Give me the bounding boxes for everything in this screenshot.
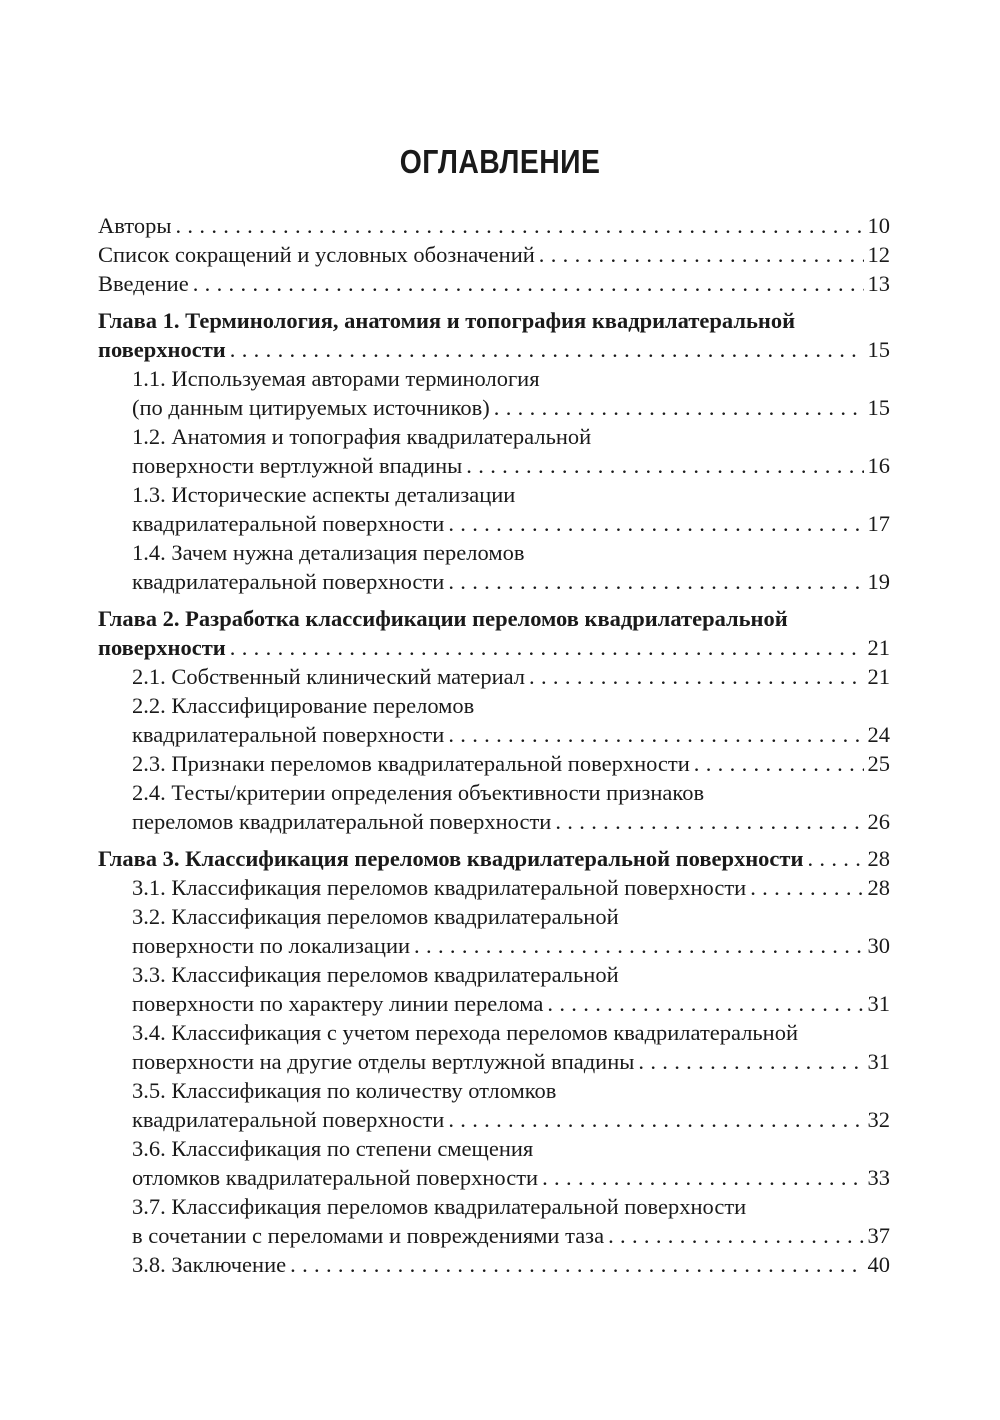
toc-line xyxy=(98,538,890,567)
toc-entry-title: поверхности вертлужной впадины xyxy=(132,453,463,478)
table-of-contents xyxy=(98,211,890,1279)
toc-entry-title: поверхности xyxy=(98,337,226,362)
dot-leader xyxy=(448,1105,863,1134)
toc-entry xyxy=(98,960,890,1018)
toc-entry-title: поверхности xyxy=(98,635,226,660)
toc-chapter-entry xyxy=(98,604,890,662)
toc-page-number: 28 xyxy=(867,875,890,900)
toc-line xyxy=(98,451,890,480)
toc-entry-title: 3.8. Заключение xyxy=(132,1252,287,1277)
toc-page-number: 32 xyxy=(867,1107,890,1132)
dot-leader xyxy=(547,989,863,1018)
toc-entry-title: Глава 1. Терминология, анатомия и топография квадрилатеральной xyxy=(98,308,796,333)
toc-entry-title: Введение xyxy=(98,271,189,296)
dot-leader xyxy=(494,393,864,422)
dot-leader xyxy=(448,567,863,596)
toc-page-number: 13 xyxy=(867,271,890,296)
toc-entry-title: 2.2. Классифицирование переломов xyxy=(132,693,475,718)
toc-page-number: 21 xyxy=(867,635,890,660)
toc-entry xyxy=(98,1076,890,1134)
dot-leader xyxy=(414,931,863,960)
toc-page-number: 17 xyxy=(867,511,890,536)
dot-leader xyxy=(230,633,864,662)
toc-line xyxy=(98,269,890,298)
toc-entry-title: 3.3. Классификация переломов квадрилатеральной xyxy=(132,962,619,987)
toc-chapter-entry xyxy=(98,306,890,364)
toc-line xyxy=(98,902,890,931)
toc-entry-title: Список сокращений и условных обозначений xyxy=(98,242,535,267)
toc-entry xyxy=(98,240,890,269)
toc-entry-title: 1.1. Используемая авторами терминология xyxy=(132,366,540,391)
toc-entry xyxy=(98,269,890,298)
toc-entry-title: отломков квадрилатеральной поверхности xyxy=(132,1165,539,1190)
toc-entry xyxy=(98,538,890,596)
toc-entry-title: 1.3. Исторические аспекты детализации xyxy=(132,482,516,507)
toc-entry-title: 1.2. Анатомия и топография квадрилатеральной xyxy=(132,424,592,449)
toc-entry-title: 2.3. Признаки переломов квадрилатеральной поверхности xyxy=(132,751,690,776)
toc-entry-title: Глава 2. Разработка классификации переломов квадрилатеральной xyxy=(98,606,788,631)
toc-entry-title: 3.2. Классификация переломов квадрилатеральной xyxy=(132,904,619,929)
toc-entry-title: 3.4. Классификация с учетом перехода переломов квадрилатеральной xyxy=(132,1020,799,1045)
toc-entry xyxy=(98,778,890,836)
toc-line xyxy=(98,1134,890,1163)
toc-entry xyxy=(98,480,890,538)
dot-leader xyxy=(750,873,863,902)
dot-leader xyxy=(694,749,864,778)
toc-page-number: 12 xyxy=(867,242,890,267)
toc-entry-title: 2.4. Тесты/критерии определения объективности признаков xyxy=(132,780,705,805)
toc-entry-title: (по данным цитируемых источников) xyxy=(132,395,490,420)
dot-leader xyxy=(175,211,863,240)
dot-leader xyxy=(290,1250,863,1279)
dot-leader xyxy=(448,509,863,538)
toc-line xyxy=(98,691,890,720)
toc-page-number: 25 xyxy=(867,751,890,776)
toc-line xyxy=(98,844,890,873)
toc-page-number: 15 xyxy=(867,337,890,362)
toc-entry-title: 3.7. Классификация переломов квадрилатеральной поверхности xyxy=(132,1194,747,1219)
dot-leader xyxy=(466,451,863,480)
toc-line xyxy=(98,211,890,240)
toc-line xyxy=(98,567,890,596)
toc-page-number: 26 xyxy=(867,809,890,834)
toc-entry xyxy=(98,691,890,749)
toc-line xyxy=(98,306,890,335)
toc-entry-title: поверхности на другие отделы вертлужной впадины xyxy=(132,1049,635,1074)
toc-entry-title: 2.1. Собственный клинический материал xyxy=(132,664,526,689)
dot-leader xyxy=(448,720,863,749)
toc-line xyxy=(98,1018,890,1047)
toc-entry xyxy=(98,211,890,240)
toc-entry-title: Авторы xyxy=(98,213,172,238)
toc-line xyxy=(98,873,890,902)
toc-page-number: 33 xyxy=(867,1165,890,1190)
toc-page-number: 40 xyxy=(867,1252,890,1277)
toc-line xyxy=(98,989,890,1018)
toc-entry xyxy=(98,1018,890,1076)
toc-entry-title: поверхности по локализации xyxy=(132,933,411,958)
toc-line xyxy=(98,1105,890,1134)
toc-entry-title: в сочетании с переломами и повреждениями таза xyxy=(132,1223,605,1248)
toc-line xyxy=(98,633,890,662)
toc-entry-title: поверхности по характеру линии перелома xyxy=(132,991,544,1016)
toc-line xyxy=(98,1221,890,1250)
toc-page-number: 31 xyxy=(867,991,890,1016)
toc-line xyxy=(98,960,890,989)
toc-line xyxy=(98,1163,890,1192)
toc-line xyxy=(98,480,890,509)
toc-line xyxy=(98,1250,890,1279)
toc-entry xyxy=(98,662,890,691)
toc-entry xyxy=(98,1134,890,1192)
toc-line xyxy=(98,1192,890,1221)
dot-leader xyxy=(555,807,863,836)
toc-page-number: 28 xyxy=(867,846,890,871)
toc-line xyxy=(98,335,890,364)
toc-line xyxy=(98,931,890,960)
toc-line xyxy=(98,807,890,836)
toc-page-number: 37 xyxy=(867,1223,890,1248)
toc-page-number: 16 xyxy=(867,453,890,478)
toc-entry xyxy=(98,422,890,480)
toc-page-number: 21 xyxy=(867,664,890,689)
toc-line xyxy=(98,1076,890,1105)
toc-page-number: 15 xyxy=(867,395,890,420)
toc-page-number: 31 xyxy=(867,1049,890,1074)
dot-leader xyxy=(542,1163,863,1192)
toc-page-number: 19 xyxy=(867,569,890,594)
toc-entry-title: переломов квадрилатеральной поверхности xyxy=(132,809,552,834)
toc-entry-title: 3.6. Классификация по степени смещения xyxy=(132,1136,534,1161)
toc-entry-title: 3.1. Классификация переломов квадрилатеральной поверхности xyxy=(132,875,747,900)
toc-line xyxy=(98,422,890,451)
toc-entry-title: 1.4. Зачем нужна детализация переломов xyxy=(132,540,525,565)
toc-line xyxy=(98,240,890,269)
toc-entry-title: квадрилатеральной поверхности xyxy=(132,511,445,536)
toc-line xyxy=(98,662,890,691)
toc-entry xyxy=(98,873,890,902)
toc-page-number: 10 xyxy=(867,213,890,238)
dot-leader xyxy=(638,1047,863,1076)
toc-line xyxy=(98,393,890,422)
toc-chapter-entry xyxy=(98,844,890,873)
dot-leader xyxy=(539,240,864,269)
toc-line xyxy=(98,749,890,778)
toc-entry-title: квадрилатеральной поверхности xyxy=(132,1107,445,1132)
page-title: ОГЛАВЛЕНИЕ xyxy=(399,143,601,180)
toc-line xyxy=(98,720,890,749)
dot-leader xyxy=(807,844,863,873)
toc-line xyxy=(98,509,890,538)
toc-line xyxy=(98,778,890,807)
toc-entry-title: квадрилатеральной поверхности xyxy=(132,569,445,594)
dot-leader xyxy=(193,269,864,298)
toc-page-number: 24 xyxy=(867,722,890,747)
toc-line xyxy=(98,604,890,633)
dot-leader xyxy=(529,662,863,691)
toc-line xyxy=(98,364,890,393)
toc-entry-title: квадрилатеральной поверхности xyxy=(132,722,445,747)
toc-entry xyxy=(98,749,890,778)
toc-page-number: 30 xyxy=(867,933,890,958)
toc-line xyxy=(98,1047,890,1076)
dot-leader xyxy=(608,1221,863,1250)
toc-entry-title: 3.5. Классификация по количеству отломков xyxy=(132,1078,557,1103)
dot-leader xyxy=(230,335,864,364)
toc-entry xyxy=(98,902,890,960)
toc-entry xyxy=(98,1192,890,1250)
toc-entry xyxy=(98,364,890,422)
toc-entry xyxy=(98,1250,890,1279)
toc-entry-title: Глава 3. Классификация переломов квадрилатеральной поверхности xyxy=(98,846,804,871)
